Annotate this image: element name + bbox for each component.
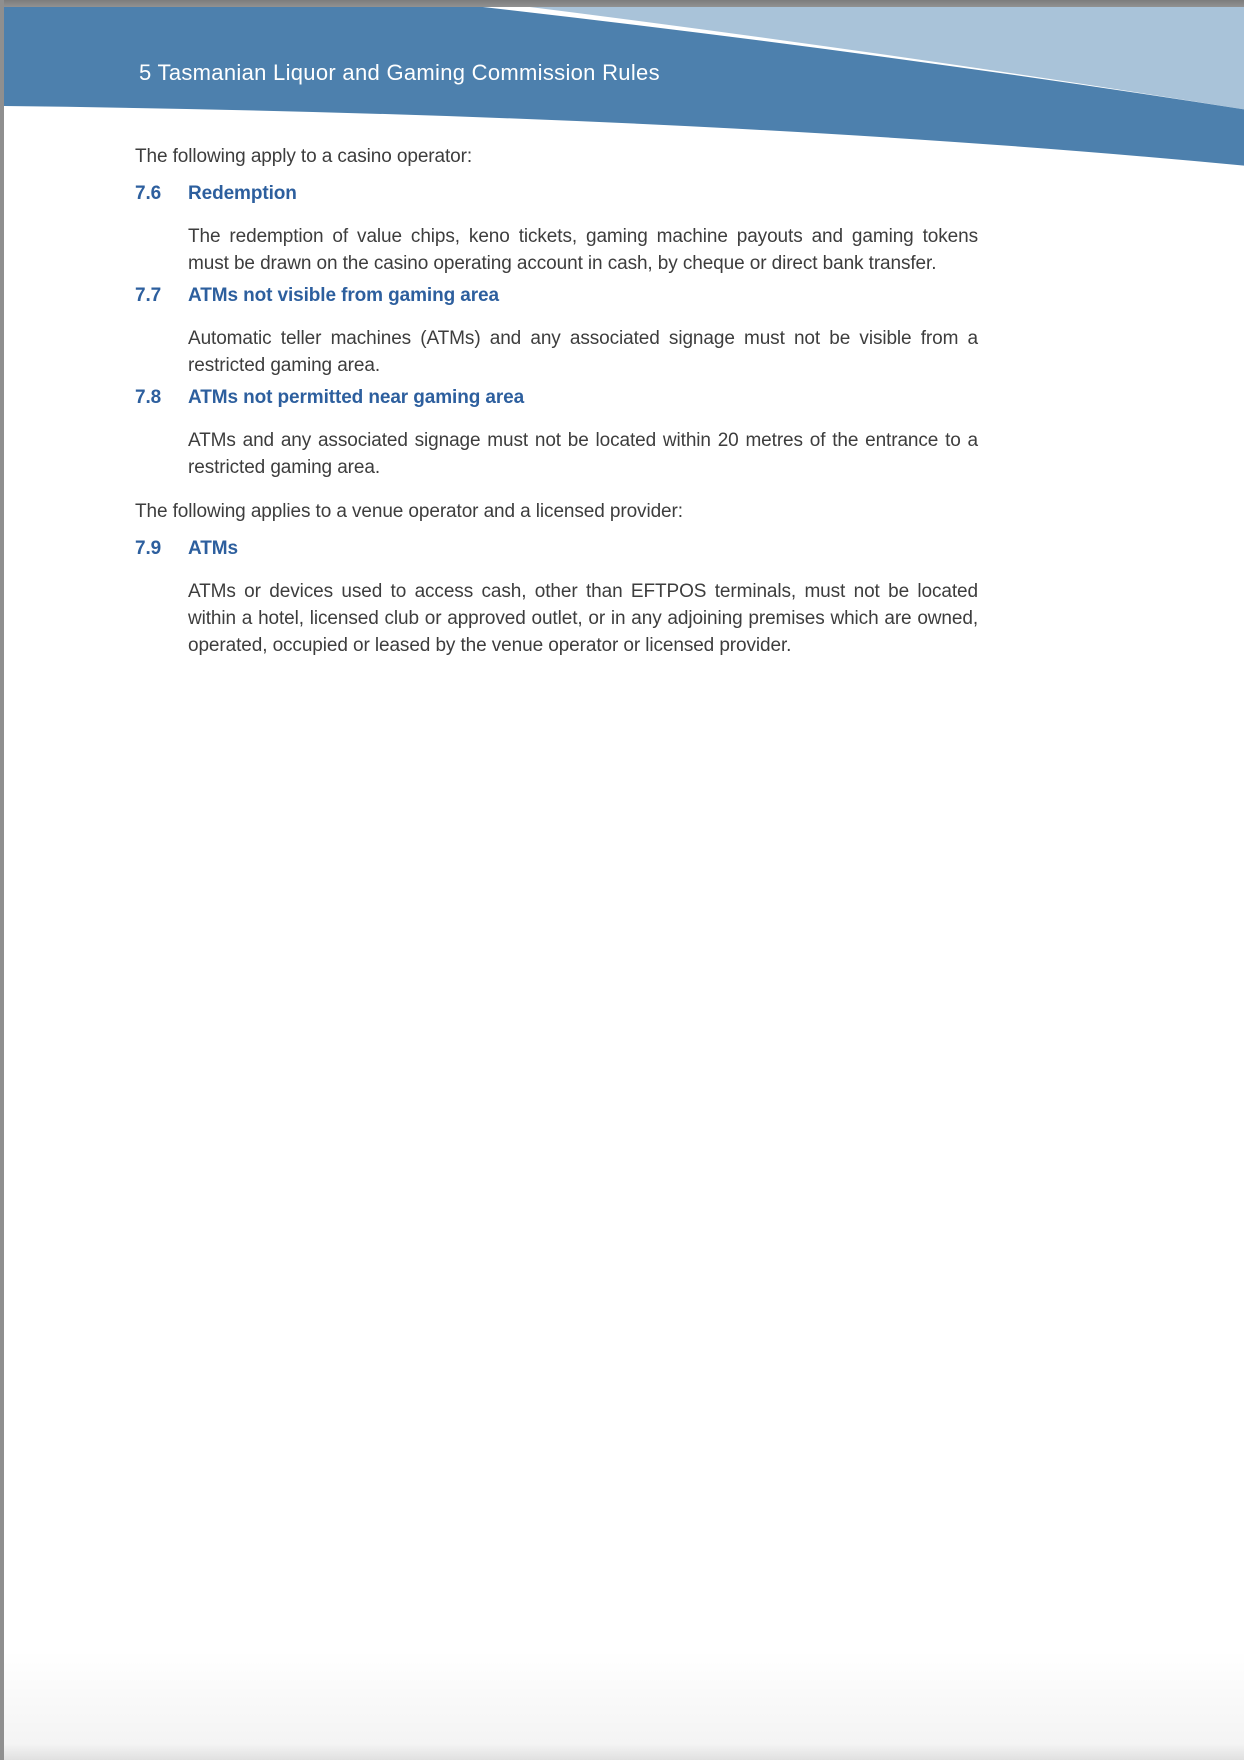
section-body-text: Automatic teller machines (ATMs) and any associated signage must not be visible from a restricted gaming area. xyxy=(188,328,978,376)
intro-venue-operator: The following applies to a venue operator and a licensed provider: xyxy=(135,501,683,522)
section-number: 7.6 xyxy=(135,183,162,204)
section-number: 7.7 xyxy=(135,285,162,306)
section-heading xyxy=(135,282,978,309)
page-top-edge xyxy=(0,0,1244,7)
section-title: ATMs not permitted near gaming area xyxy=(188,387,525,408)
section-title: ATMs xyxy=(188,538,238,559)
section-number: 7.9 xyxy=(135,538,162,559)
section-title: Redemption xyxy=(188,183,297,204)
section-7-7 xyxy=(135,282,978,379)
section-7-9 xyxy=(135,535,978,659)
section-heading xyxy=(135,384,978,411)
section-heading xyxy=(135,180,978,207)
section-title: ATMs not visible from gaming area xyxy=(188,285,499,306)
section-body-text: The redemption of value chips, keno tickets, gaming machine payouts and gaming tokens must be drawn on the casino operating account in cash, by cheque or direct bank transfer. xyxy=(188,226,978,274)
section-body-text: ATMs or devices used to access cash, other than EFTPOS terminals, must not be located within a hotel, licensed club or approved outlet, or in any adjoining premises which are owned, operated, occupied or leased by the venue operator or licensed provider. xyxy=(188,581,978,656)
intro-casino-operator: The following apply to a casino operator: xyxy=(135,146,473,167)
section-body-text: ATMs and any associated signage must not be located within 20 metres of the entrance to a restricted gaming area. xyxy=(188,430,978,478)
section-7-8 xyxy=(135,384,978,481)
page-title: 5 Tasmanian Liquor and Gaming Commission Rules xyxy=(139,60,660,85)
section-7-6 xyxy=(135,180,978,277)
document-content xyxy=(135,143,978,664)
section-number: 7.8 xyxy=(135,387,162,408)
section-heading xyxy=(135,535,978,562)
